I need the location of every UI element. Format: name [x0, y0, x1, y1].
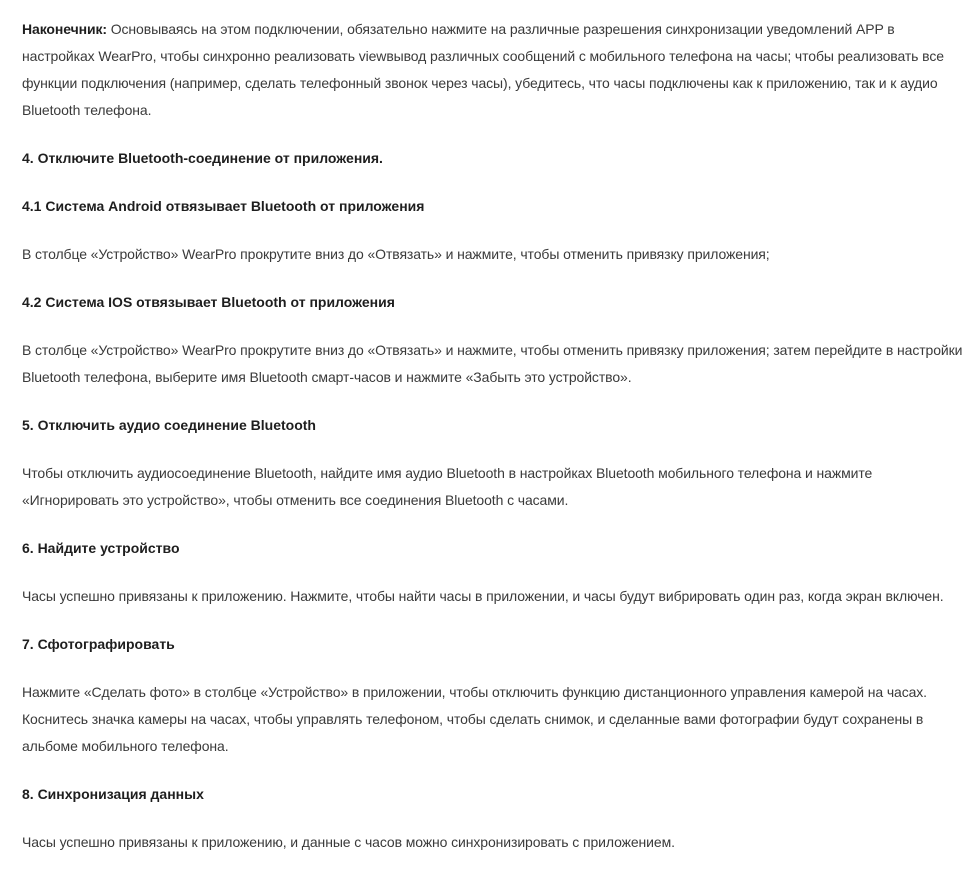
section-body-7: Нажмите «Сделать фото» в столбце «Устройство» в приложении, чтобы отключить функцию дистанционного управления камерой на часах. Коснитесь значка камеры на часах, чтобы управлять телефоном, чтобы сделать снимок, и сделанные вами фотографии будут сохранены в альбоме мобильного телефона.: [22, 684, 927, 754]
spacer: [22, 760, 967, 781]
spacer: [22, 268, 967, 289]
section-heading-4: 4. Отключите Bluetooth-соединение от приложения.: [22, 150, 383, 166]
spacer: [22, 439, 967, 460]
spacer: [22, 514, 967, 535]
intro-text: Основываясь на этом подключении, обязательно нажмите на различные разрешения синхронизации уведомлений APP в настройках WearPro, чтобы синхронно реализовать viewвывод различных сообщений с мобильного телефона на часы; чтобы реализовать все функции подключения (например, сделать телефонный звонок через часы), убедитесь, что часы подключены как к приложению, так и к аудио Bluetooth телефона.: [22, 21, 944, 118]
section-heading-5: 5. Отключить аудио соединение Bluetooth: [22, 417, 316, 433]
spacer: [22, 808, 967, 829]
section-heading-6: 6. Найдите устройство: [22, 540, 180, 556]
section-heading-4-1: 4.1 Система Android отвязывает Bluetooth от приложения: [22, 198, 425, 214]
section-body-4-1: В столбце «Устройство» WearPro прокрутите вниз до «Отвязать» и нажмите, чтобы отменить привязку приложения;: [22, 246, 770, 262]
spacer: [22, 610, 967, 631]
spacer: [22, 316, 967, 337]
section-body-8: Часы успешно привязаны к приложению, и данные с часов можно синхронизировать с приложением.: [22, 834, 675, 850]
section-heading-8: 8. Синхронизация данных: [22, 786, 204, 802]
section-body-4-2: В столбце «Устройство» WearPro прокрутите вниз до «Отвязать» и нажмите, чтобы отменить привязку приложения; затем перейдите в настройки Bluetooth телефона, выберите имя Bluetooth смарт-часов и нажмите «Забыть это устройство».: [22, 342, 963, 385]
spacer: [22, 172, 967, 193]
spacer: [22, 562, 967, 583]
section-body-5: Чтобы отключить аудиосоединение Bluetooth, найдите имя аудио Bluetooth в настройках Bluetooth мобильного телефона и нажмите «Игнорировать это устройство», чтобы отменить все соединения Bluetooth с часами.: [22, 465, 873, 508]
intro-paragraph: [22, 16, 967, 124]
section-body-6: Часы успешно привязаны к приложению. Нажмите, чтобы найти часы в приложении, и часы будут вибрировать один раз, когда экран включен.: [22, 588, 944, 604]
spacer: [22, 124, 967, 145]
intro-label: Наконечник:: [22, 21, 107, 37]
spacer: [22, 658, 967, 679]
spacer: [22, 220, 967, 241]
section-heading-4-2: 4.2 Система IOS отвязывает Bluetooth от приложения: [22, 294, 395, 310]
spacer: [22, 391, 967, 412]
section-heading-7: 7. Сфотографировать: [22, 636, 175, 652]
